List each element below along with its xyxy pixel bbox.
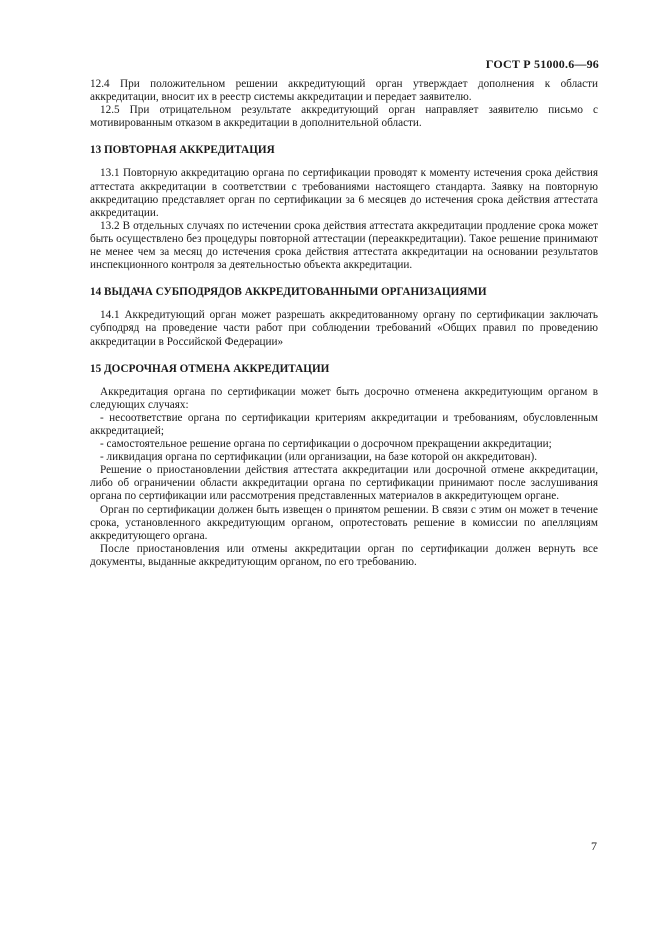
paragraph-12-4: 12.4 При положительном решении аккредитующий орган утверждает дополнения к области аккредитации, вносит их в реестр системы аккредитации и передает заявителю.	[90, 78, 598, 104]
paragraph-return-documents: После приостановления или отмены аккредитации орган по сертификации должен вернуть все документы, выданные аккредитующим органом, по его требованию.	[90, 542, 598, 568]
section-title-14: 14 ВЫДАЧА СУБПОДРЯДОВ АККРЕДИТОВАННЫМИ ОРГАНИЗАЦИЯМИ	[90, 286, 487, 299]
page-number: 7	[591, 839, 597, 853]
document-code: ГОСТ Р 51000.6—96	[485, 57, 599, 71]
paragraph-notification: Орган по сертификации должен быть извещен о принятом решении. В связи с этим он может в течение срока, установленного аккредитующим органом, опротестовать решение в комиссии по апелляциям аккредитующего органа.	[90, 503, 598, 542]
section-title-13: 13 ПОВТОРНАЯ АККРЕДИТАЦИЯ	[90, 144, 275, 157]
paragraph-13-1: 13.1 Повторную аккредитацию органа по сертификации проводят к моменту истечения срока действия аттестата аккредитации в соответствии с требованиями настоящего стандарта. Заявку на повторную аккредитацию представляет орган по сертификации за 6 месяцев до истечения срока действия аттестата аккредитации.	[90, 167, 598, 219]
paragraph-decision: Решение о приостановлении действия аттестата аккредитации или досрочной отмене аккредитации, либо об ограничении области аккредитации органа по сертификации принимают после заслушивания органа по сертификации или рассмотрения представленных материалов в аккредитующем органе.	[90, 464, 598, 503]
list-item-voluntary-termination: - самостоятельное решение органа по сертификации о досрочном прекращении аккредитации;	[100, 438, 552, 451]
list-item-nonconformity: - несоответствие органа по сертификации критериям аккредитации и требованиям, обусловленным аккредитацией;	[90, 411, 598, 437]
paragraph-15-intro: Аккредитация органа по сертификации может быть досрочно отменена аккредитующим органом в следующих случаях:	[90, 385, 598, 411]
paragraph-12-5: 12.5 При отрицательном результате аккредитующий орган направляет заявителю письмо с мотивированным отказом в аккредитации в дополнительной области.	[90, 104, 598, 130]
paragraph-13-2: 13.2 В отдельных случаях по истечении срока действия аттестата аккредитации продление срока может быть осуществлено без процедуры повторной аттестации (переаккредитации). Такое решение принимают не менее чем за месяц до истечения срока действия аттестата аккредитации на основании результатов инспекционного контроля за деятельностью объекта аккредитации.	[90, 219, 598, 272]
paragraph-14-1: 14.1 Аккредитующий орган может разрешать аккредитованному органу по сертификации заключать субподряд на проведение части работ при соблюдении требований «Общих правил по проведению аккредитации в Российской Федерации»	[90, 309, 598, 348]
list-item-liquidation: - ликвидация органа по сертификации (или организации, на базе которой он аккредитован).	[100, 451, 538, 464]
document-body	[90, 78, 598, 569]
section-title-15: 15 ДОСРОЧНАЯ ОТМЕНА АККРЕДИТАЦИИ	[90, 362, 330, 375]
